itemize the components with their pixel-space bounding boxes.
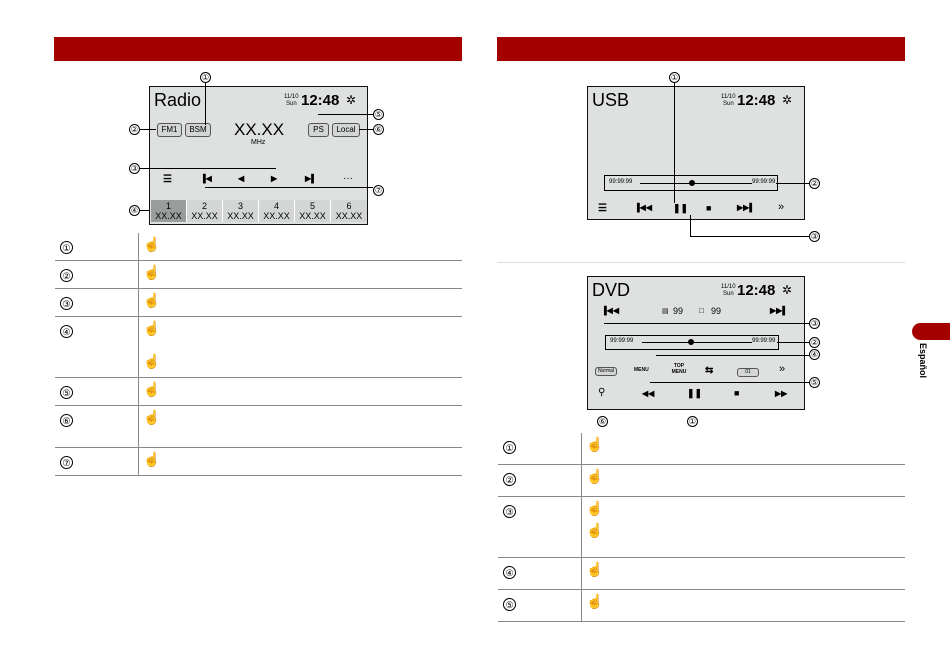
dvd-title: DVD <box>592 280 631 300</box>
row-number: ① <box>60 241 73 254</box>
dvd-date: 11/10 <box>721 284 736 290</box>
fast-forward-icon[interactable]: ▶▶ <box>775 389 788 398</box>
table-row <box>498 497 905 558</box>
stop-icon[interactable]: ■ <box>734 388 740 398</box>
row-number: ⑦ <box>60 456 73 469</box>
usb-leader-3 <box>690 236 809 237</box>
radio-callout-2: ② <box>130 125 139 134</box>
dvd-leader-5 <box>650 382 809 383</box>
top-menu-button[interactable]: TOP MENU <box>671 363 687 375</box>
section-divider <box>497 262 905 263</box>
seek-forward-icon[interactable]: ▶ <box>271 174 278 183</box>
right-header-bar <box>497 37 905 61</box>
radio-callout-7: ⑦ <box>374 186 383 195</box>
dvd-remaining: 99:99:99 <box>752 338 776 344</box>
row-number: ③ <box>503 505 516 518</box>
dvd-leader-2 <box>777 342 809 343</box>
list-icon[interactable]: ☰ <box>598 203 607 214</box>
table-row <box>55 378 462 406</box>
stop-icon[interactable]: ■ <box>706 203 712 213</box>
row-number: ③ <box>60 297 73 310</box>
usb-screen <box>587 86 805 220</box>
dvd-callout-2: ② <box>810 338 819 347</box>
rewind-icon[interactable]: ◀◀ <box>642 389 655 398</box>
language-label: Español <box>918 343 928 379</box>
table-row <box>55 406 462 448</box>
radio-time: 12:48 <box>301 92 340 109</box>
row-number: ⑤ <box>60 386 73 399</box>
table-row <box>498 465 905 497</box>
playback-mode-button[interactable]: Normal <box>595 367 617 376</box>
table-row <box>498 558 905 590</box>
repeat-icon[interactable]: ⇆ <box>705 365 714 376</box>
row-number: ④ <box>60 325 73 338</box>
preset-2[interactable]: 2 XX.XX <box>187 200 223 222</box>
radio-date: 11/10 <box>284 94 299 100</box>
more-button[interactable]: ··· <box>343 173 353 184</box>
row-number: ④ <box>503 566 516 579</box>
dvd-seek-knob[interactable] <box>688 339 694 345</box>
row-number: ② <box>60 269 73 282</box>
prev-icon[interactable]: ▐◀◀ <box>601 306 619 315</box>
radio-callout-5: ⑤ <box>374 110 383 119</box>
table-row <box>55 317 462 378</box>
seek-back-icon[interactable]: ◀ <box>238 174 245 183</box>
radio-screen <box>149 86 368 225</box>
chapter-number: 99 <box>673 306 684 316</box>
usb-remaining: 99:99:99 <box>752 179 776 185</box>
usb-elapsed: 99:99:99 <box>609 179 633 185</box>
preset-5[interactable]: 5 XX.XX <box>295 200 331 222</box>
touch-icon: ☝ <box>143 236 161 252</box>
bsm-button[interactable]: BSM <box>185 123 211 137</box>
language-tab <box>912 323 950 340</box>
dvd-callout-5: ⑤ <box>810 378 819 387</box>
table-row <box>55 289 462 317</box>
touch-icon: ☝ <box>143 264 161 280</box>
table-row <box>498 433 905 465</box>
preset-4[interactable]: 4 XX.XX <box>259 200 295 222</box>
audio-button[interactable]: 01 <box>737 368 759 377</box>
preset-6[interactable]: 6 XX.XX <box>335 201 363 221</box>
preset-3[interactable]: 3 XX.XX <box>223 200 259 222</box>
touch-icon: ☝ <box>143 381 161 397</box>
usb-callout-1: ① <box>670 73 679 82</box>
dvd-screen <box>587 276 805 410</box>
table-row <box>498 590 905 622</box>
touch-icon: ☝ <box>586 436 604 452</box>
radio-leader-6 <box>359 129 373 130</box>
ps-button[interactable]: PS <box>308 123 329 137</box>
frequency: XX.XX <box>234 120 285 139</box>
next-icon[interactable]: ▶▌ <box>305 174 317 183</box>
prev-icon[interactable]: ▐◀ <box>200 174 212 183</box>
list-icon[interactable]: ☰ <box>163 174 172 185</box>
dvd-elapsed: 99:99:99 <box>610 338 634 344</box>
usb-callout-2: ② <box>810 179 819 188</box>
dvd-leader-4 <box>656 355 809 356</box>
left-header-bar <box>54 37 462 61</box>
row-number: ① <box>503 441 516 454</box>
dvd-time: 12:48 <box>737 282 776 299</box>
touch-icon: ☝ <box>586 561 604 577</box>
more-button[interactable]: » <box>779 363 786 375</box>
radio-callout-1: ① <box>201 73 210 82</box>
usb-date: 11/10 <box>721 94 736 100</box>
touch-icon: ☝ <box>586 500 604 516</box>
pause-icon[interactable]: ❚❚ <box>673 203 689 213</box>
title-number: 99 <box>711 306 722 316</box>
usb-seek-knob[interactable] <box>689 180 695 186</box>
dvd-table <box>498 433 905 622</box>
radio-callout-6: ⑥ <box>374 125 383 134</box>
preset-strip <box>151 200 367 222</box>
row-number: ② <box>503 473 516 486</box>
dvd-leader-3 <box>604 323 809 324</box>
usb-time: 12:48 <box>737 92 776 109</box>
dvd-callout-4: ④ <box>810 350 819 359</box>
local-button[interactable]: Local <box>332 123 360 137</box>
radio-leader-2 <box>140 129 156 130</box>
usb-leader-1 <box>674 83 675 203</box>
row-number: ⑤ <box>503 598 516 611</box>
dvd-callout-1: ① <box>688 417 697 426</box>
radio-day: Sun <box>286 101 297 107</box>
usb-title: USB <box>592 90 630 110</box>
touch-icon: ☝ <box>143 292 161 308</box>
radio-leader-1 <box>205 83 206 125</box>
settings-icon[interactable]: ✲ <box>782 93 793 107</box>
radio-table <box>55 233 462 476</box>
next-icon[interactable]: ▶▶▌ <box>770 306 788 315</box>
settings-icon[interactable]: ✲ <box>346 93 357 107</box>
dvd-day: Sun <box>723 291 734 297</box>
touch-hold-icon: ☝ <box>143 353 161 369</box>
touch-icon: ☝ <box>143 320 161 336</box>
usb-leader-3b <box>690 215 691 236</box>
radio-callout-4: ④ <box>130 206 139 215</box>
touch-icon: ☝ <box>586 468 604 484</box>
radio-leader-7 <box>205 187 373 188</box>
more-button[interactable]: » <box>778 201 785 213</box>
settings-icon[interactable]: ✲ <box>782 283 793 297</box>
usb-day: Sun <box>723 101 734 107</box>
touch-icon: ☝ <box>586 593 604 609</box>
radio-title: Radio <box>154 90 202 110</box>
usb-callout-3: ③ <box>810 232 819 241</box>
band-button[interactable]: FM1 <box>157 123 182 137</box>
menu-button[interactable]: MENU <box>634 367 649 373</box>
pause-icon[interactable]: ❚❚ <box>687 388 703 398</box>
title-icon: □ <box>699 306 704 315</box>
radio-leader-3b <box>238 168 276 169</box>
table-row <box>55 448 462 476</box>
usb-seek-bar[interactable] <box>640 183 752 184</box>
row-number: ⑥ <box>60 414 73 427</box>
prev-icon[interactable]: ▐◀◀ <box>634 203 652 212</box>
table-row <box>55 233 462 261</box>
touch-icon: ☝ <box>143 409 161 425</box>
preset-1[interactable]: 1 XX.XX <box>151 200 187 222</box>
radio-leader-4 <box>140 210 150 211</box>
usb-leader-2 <box>776 183 809 184</box>
touch-icon: ☝ <box>143 451 161 467</box>
dvd-seek-bar[interactable] <box>642 342 752 343</box>
search-icon[interactable]: ⚲ <box>598 387 606 398</box>
dvd-callout-6: ⑥ <box>598 417 607 426</box>
touch-hold-icon: ☝ <box>586 522 604 538</box>
table-row <box>55 261 462 289</box>
radio-leader-5 <box>318 114 373 115</box>
frequency-unit: MHz <box>251 139 266 146</box>
dvd-callout-3: ③ <box>810 319 819 328</box>
next-icon[interactable]: ▶▶▌ <box>737 203 755 212</box>
chapter-icon: ▤ <box>662 308 669 315</box>
radio-callout-3: ③ <box>130 164 139 173</box>
